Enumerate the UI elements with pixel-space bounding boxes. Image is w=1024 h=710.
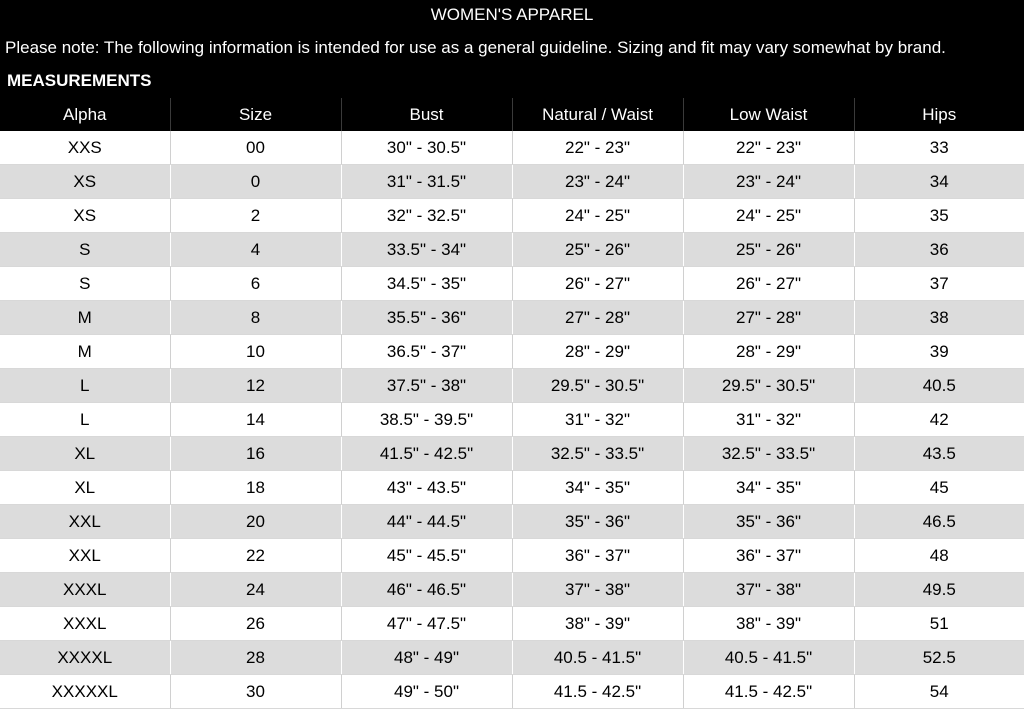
table-row [0,403,1024,437]
natural-waist-cell: 40.5 - 41.5" [512,641,683,675]
low-waist-cell: 38" - 39" [683,607,854,641]
size-cell: 26 [170,607,341,641]
table-row [0,573,1024,607]
table-row [0,199,1024,233]
bust-cell: 48" - 49" [341,641,512,675]
natural-waist-cell: 24" - 25" [512,199,683,233]
low-waist-cell: 28" - 29" [683,335,854,369]
table-body [0,131,1024,709]
natural-waist-cell: 37" - 38" [512,573,683,607]
hips-cell: 42 [854,403,1024,437]
size-cell: 6 [170,267,341,301]
alpha-cell: XXS [0,131,170,165]
table-row [0,675,1024,709]
low-waist-cell: 25" - 26" [683,233,854,267]
size-cell: 0 [170,165,341,199]
hips-cell: 38 [854,301,1024,335]
column-header-natural-waist: Natural / Waist [512,98,683,131]
hips-cell: 39 [854,335,1024,369]
bust-cell: 43" - 43.5" [341,471,512,505]
size-cell: 8 [170,301,341,335]
bust-cell: 47" - 47.5" [341,607,512,641]
low-waist-cell: 22" - 23" [683,131,854,165]
low-waist-cell: 24" - 25" [683,199,854,233]
bust-cell: 30" - 30.5" [341,131,512,165]
size-cell: 24 [170,573,341,607]
natural-waist-cell: 29.5" - 30.5" [512,369,683,403]
hips-cell: 40.5 [854,369,1024,403]
natural-waist-cell: 41.5 - 42.5" [512,675,683,709]
alpha-cell: XXXXXL [0,675,170,709]
low-waist-cell: 40.5 - 41.5" [683,641,854,675]
header-row [0,98,1024,131]
low-waist-cell: 23" - 24" [683,165,854,199]
alpha-cell: L [0,403,170,437]
column-header-hips: Hips [922,104,957,124]
size-table [0,98,1024,709]
size-cell: 2 [170,199,341,233]
table-header [0,98,1024,131]
section-heading: MEASUREMENTS [7,71,152,90]
bust-cell: 36.5" - 37" [341,335,512,369]
low-waist-cell: 26" - 27" [683,267,854,301]
table-row [0,539,1024,573]
bust-cell: 35.5" - 36" [341,301,512,335]
bust-cell: 34.5" - 35" [341,267,512,301]
alpha-cell: M [0,335,170,369]
alpha-cell: XS [0,199,170,233]
alpha-cell: XXXXL [0,641,170,675]
hips-cell: 46.5 [854,505,1024,539]
table-row [0,131,1024,165]
column-header-size: Size [170,98,341,131]
hips-cell: 35 [854,199,1024,233]
natural-waist-cell: 31" - 32" [512,403,683,437]
alpha-cell: XXL [0,505,170,539]
table-row [0,301,1024,335]
natural-waist-cell: 22" - 23" [512,131,683,165]
column-header-low-waist: Low Waist [683,98,854,131]
bust-cell: 33.5" - 34" [341,233,512,267]
alpha-cell: S [0,267,170,301]
table-row [0,335,1024,369]
low-waist-cell: 34" - 35" [683,471,854,505]
size-cell: 20 [170,505,341,539]
size-cell: 28 [170,641,341,675]
low-waist-cell: 41.5 - 42.5" [683,675,854,709]
table-row [0,471,1024,505]
hips-cell: 48 [854,539,1024,573]
natural-waist-cell: 36" - 37" [512,539,683,573]
bust-cell: 41.5" - 42.5" [341,437,512,471]
table-row [0,641,1024,675]
natural-waist-cell: 27" - 28" [512,301,683,335]
alpha-cell: XL [0,437,170,471]
size-cell: 12 [170,369,341,403]
low-waist-cell: 27" - 28" [683,301,854,335]
size-cell: 18 [170,471,341,505]
table-row [0,165,1024,199]
natural-waist-cell: 28" - 29" [512,335,683,369]
natural-waist-cell: 32.5" - 33.5" [512,437,683,471]
natural-waist-cell: 34" - 35" [512,471,683,505]
alpha-cell: L [0,369,170,403]
table-row [0,267,1024,301]
hips-cell: 34 [854,165,1024,199]
guideline-note: Please note: The following information is intended for use as a general guideline. Sizing and fit may vary somewhat by brand. [5,38,946,57]
hips-cell: 54 [854,675,1024,709]
alpha-cell: XXL [0,539,170,573]
bust-cell: 38.5" - 39.5" [341,403,512,437]
table-row [0,233,1024,267]
header-band [0,0,1024,98]
bust-cell: 31" - 31.5" [341,165,512,199]
column-header-alpha: Alpha [0,98,170,131]
natural-waist-cell: 25" - 26" [512,233,683,267]
size-cell: 22 [170,539,341,573]
hips-cell: 43.5 [854,437,1024,471]
alpha-cell: M [0,301,170,335]
hips-cell: 52.5 [854,641,1024,675]
low-waist-cell: 32.5" - 33.5" [683,437,854,471]
size-cell: 4 [170,233,341,267]
low-waist-cell: 36" - 37" [683,539,854,573]
column-header-bust: Bust [341,98,512,131]
page-title: WOMEN'S APPAREL [430,5,594,24]
natural-waist-cell: 38" - 39" [512,607,683,641]
size-cell: 10 [170,335,341,369]
bust-cell: 44" - 44.5" [341,505,512,539]
size-cell: 14 [170,403,341,437]
natural-waist-cell: 23" - 24" [512,165,683,199]
bust-cell: 32" - 32.5" [341,199,512,233]
alpha-cell: XXXL [0,573,170,607]
bust-cell: 45" - 45.5" [341,539,512,573]
alpha-cell: XS [0,165,170,199]
natural-waist-cell: 26" - 27" [512,267,683,301]
low-waist-cell: 29.5" - 30.5" [683,369,854,403]
low-waist-cell: 35" - 36" [683,505,854,539]
alpha-cell: XXXL [0,607,170,641]
hips-cell: 45 [854,471,1024,505]
natural-waist-cell: 35" - 36" [512,505,683,539]
hips-cell: 37 [854,267,1024,301]
table-row [0,437,1024,471]
hips-cell: 36 [854,233,1024,267]
size-cell: 16 [170,437,341,471]
alpha-cell: XL [0,471,170,505]
table-row [0,369,1024,403]
hips-cell: 51 [854,607,1024,641]
table-row [0,505,1024,539]
size-cell: 30 [170,675,341,709]
bust-cell: 49" - 50" [341,675,512,709]
alpha-cell: S [0,233,170,267]
bust-cell: 46" - 46.5" [341,573,512,607]
hips-cell: 49.5 [854,573,1024,607]
hips-cell: 33 [854,131,1024,165]
size-cell: 00 [170,131,341,165]
low-waist-cell: 31" - 32" [683,403,854,437]
bust-cell: 37.5" - 38" [341,369,512,403]
low-waist-cell: 37" - 38" [683,573,854,607]
table-row [0,607,1024,641]
